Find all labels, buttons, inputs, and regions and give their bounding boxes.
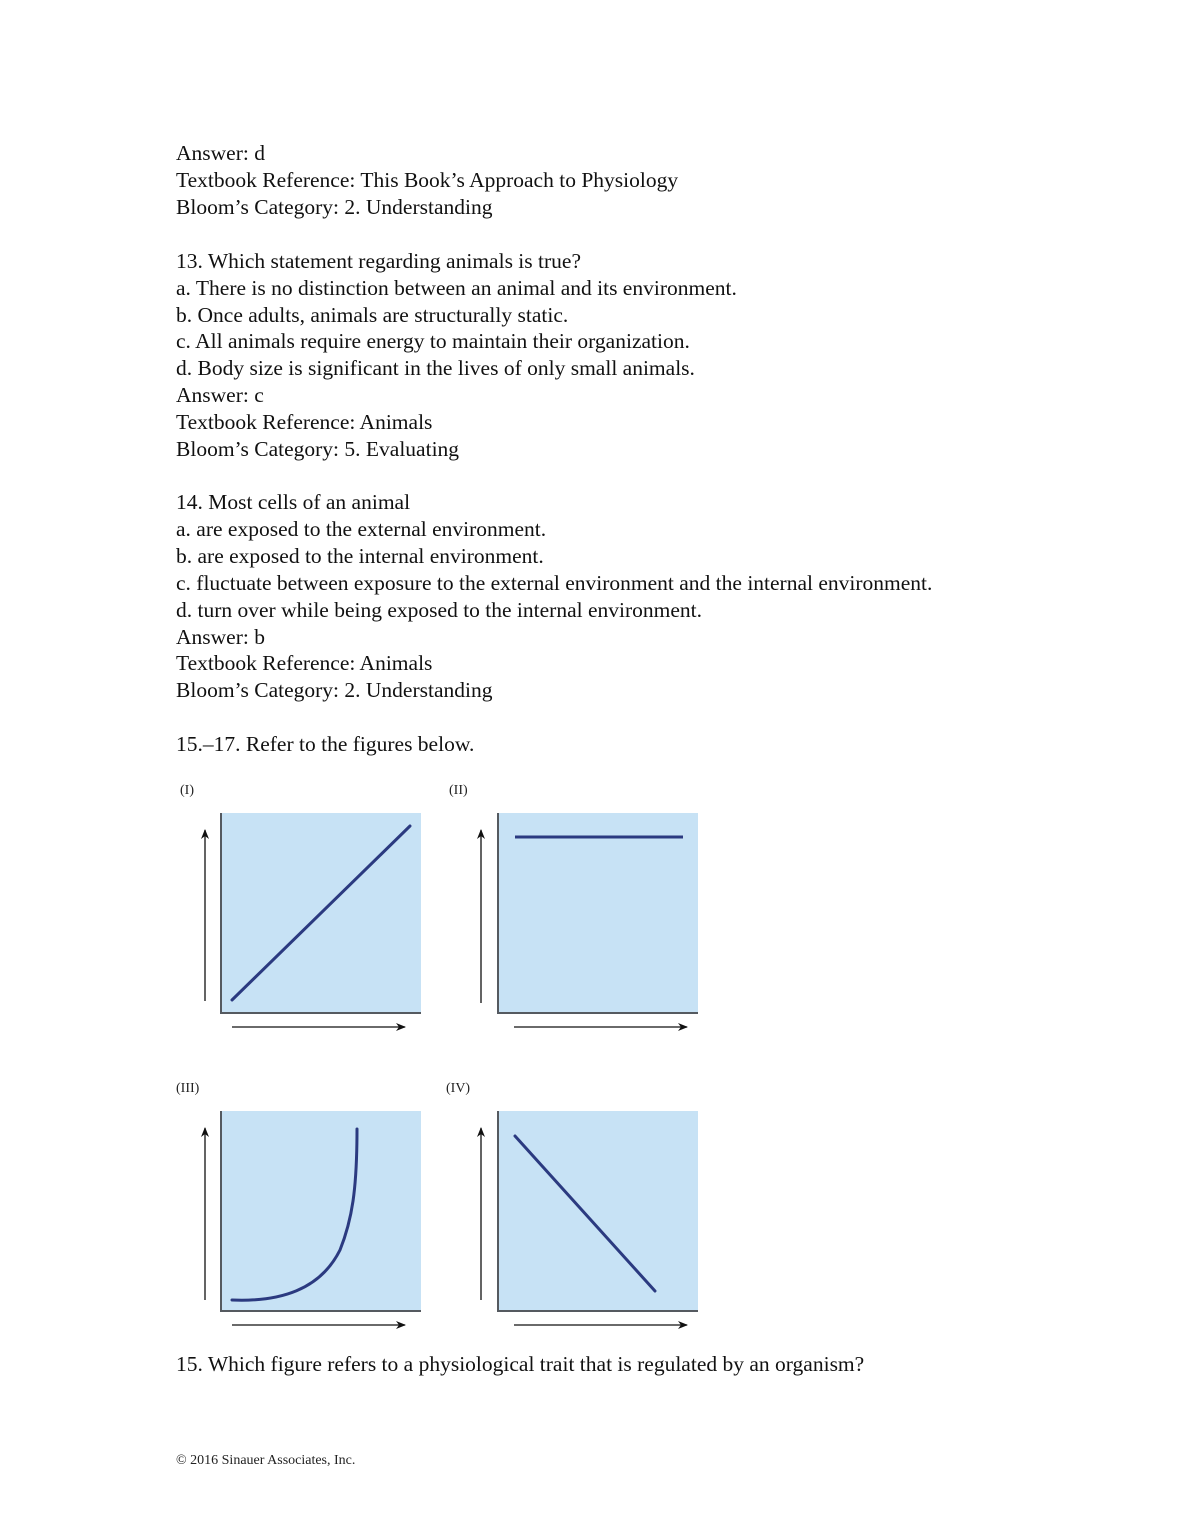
- q13-answer: Answer: c: [176, 383, 264, 407]
- q13-stem: 13. Which statement regarding animals is true?: [176, 249, 581, 273]
- q12-reference: Textbook Reference: This Book’s Approach to Physiology: [176, 168, 679, 192]
- q14-stem: 14. Most cells of an animal: [176, 490, 411, 514]
- q14-option-a: a. are exposed to the external environment.: [176, 517, 547, 541]
- q14-option-c: c. fluctuate between exposure to the external environment and the internal environment.: [176, 571, 933, 595]
- figure-label-iii: (III): [176, 1081, 200, 1096]
- q14-reference: Textbook Reference: Animals: [176, 651, 433, 675]
- copyright-footer: © 2016 Sinauer Associates, Inc.: [176, 1453, 356, 1468]
- q13-option-b: b. Once adults, animals are structurally static.: [176, 303, 569, 327]
- q14-option-d: d. turn over while being exposed to the internal environment.: [176, 598, 703, 622]
- q12-blooms: Bloom’s Category: 2. Understanding: [176, 195, 493, 219]
- figure-label-ii: (II): [449, 783, 468, 798]
- figure-panel-ii: [497, 813, 698, 1014]
- figures-intro: 15.–17. Refer to the figures below.: [176, 732, 475, 756]
- q15-stem: 15. Which figure refers to a physiological trait that is regulated by an organism?: [176, 1352, 865, 1376]
- figure-panel-iv: [497, 1111, 698, 1312]
- q13-option-d: d. Body size is significant in the lives of only small animals.: [176, 356, 695, 380]
- figure-panel-iii: [220, 1111, 421, 1312]
- figure-label-i: (I): [180, 783, 194, 798]
- q14-option-b: b. are exposed to the internal environment.: [176, 544, 544, 568]
- q13-option-c: c. All animals require energy to maintain their organization.: [176, 329, 690, 353]
- q14-answer: Answer: b: [176, 625, 265, 649]
- q13-blooms: Bloom’s Category: 5. Evaluating: [176, 437, 460, 461]
- q12-answer: Answer: d: [176, 141, 265, 165]
- figure-label-iv: (IV): [446, 1081, 471, 1096]
- figure-panel-i: [220, 813, 421, 1014]
- q13-option-a: a. There is no distinction between an animal and its environment.: [176, 276, 737, 300]
- q14-blooms: Bloom’s Category: 2. Understanding: [176, 678, 493, 702]
- q13-reference: Textbook Reference: Animals: [176, 410, 433, 434]
